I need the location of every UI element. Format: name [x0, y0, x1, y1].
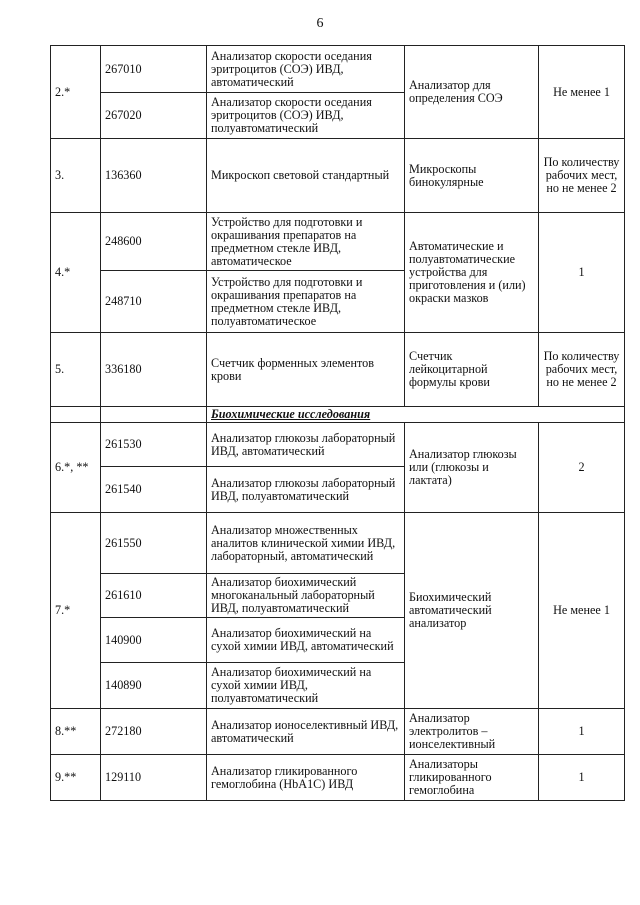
item-code: 136360	[101, 139, 207, 213]
row-number: 6.*, **	[51, 423, 101, 513]
quantity: 1	[539, 755, 625, 801]
equipment-table	[50, 45, 625, 801]
page-number: 6	[316, 16, 324, 31]
item-code: 129110	[101, 755, 207, 801]
item-name: Анализатор биохимический на сухой химии ИВД, автоматический	[207, 618, 405, 663]
quantity: 2	[539, 423, 625, 513]
item-code: 267010	[101, 46, 207, 93]
item-name: Счетчик форменных элементов крови	[207, 333, 405, 407]
row-number: 7.*	[51, 513, 101, 709]
table-row	[51, 213, 625, 271]
quantity: Не менее 1	[539, 513, 625, 709]
item-code: 261610	[101, 574, 207, 618]
item-name: Устройство для подготовки и окрашивания препаратов на предметном стекле ИВД, полуавтоматическое	[207, 271, 405, 333]
quantity: Не менее 1	[539, 46, 625, 139]
row-number: 8.**	[51, 709, 101, 755]
section-row	[51, 407, 625, 423]
row-number: 3.	[51, 139, 101, 213]
item-code: 261530	[101, 423, 207, 467]
item-code: 140900	[101, 618, 207, 663]
item-name: Анализатор глюкозы лабораторный ИВД, автоматический	[207, 423, 405, 467]
quantity: По количеству рабочих мест, но не менее 2	[539, 139, 625, 213]
equipment-type: Автоматические и полуавтоматические устройства для приготовления и (или) окраски мазков	[405, 213, 539, 333]
item-code: 267020	[101, 93, 207, 139]
item-name: Анализатор скорости оседания эритроцитов (СОЭ) ИВД, автоматический	[207, 46, 405, 93]
item-name: Анализатор биохимический многоканальный лабораторный ИВД, полуавтоматический	[207, 574, 405, 618]
row-number: 9.**	[51, 755, 101, 801]
item-name: Анализатор скорости оседания эритроцитов (СОЭ) ИВД, полуавтоматический	[207, 93, 405, 139]
section-title: Биохимические исследования	[207, 407, 625, 423]
row-number: 4.*	[51, 213, 101, 333]
equipment-type: Анализатор глюкозы или (глюкозы и лактата)	[405, 423, 539, 513]
item-code: 248710	[101, 271, 207, 333]
row-number: 5.	[51, 333, 101, 407]
table-row	[51, 709, 625, 755]
item-code: 336180	[101, 333, 207, 407]
quantity: 1	[539, 213, 625, 333]
equipment-type: Счетчик лейкоцитарной формулы крови	[405, 333, 539, 407]
item-code: 272180	[101, 709, 207, 755]
item-name: Анализатор множественных аналитов клинической химии ИВД, лабораторный, автоматический	[207, 513, 405, 574]
item-name: Устройство для подготовки и окрашивания препаратов на предметном стекле ИВД, автоматическое	[207, 213, 405, 271]
table-row	[51, 333, 625, 407]
table-row	[51, 139, 625, 213]
equipment-type: Анализатор для определения СОЭ	[405, 46, 539, 139]
item-name: Анализатор гликированного гемоглобина (HbA1C) ИВД	[207, 755, 405, 801]
item-code: 140890	[101, 663, 207, 709]
table-row	[51, 46, 625, 93]
table-row	[51, 423, 625, 467]
table-row	[51, 513, 625, 574]
row-number: 2.*	[51, 46, 101, 139]
item-code: 261550	[101, 513, 207, 574]
table-row	[51, 755, 625, 801]
quantity: По количеству рабочих мест, но не менее 2	[539, 333, 625, 407]
item-name: Анализатор биохимический на сухой химии ИВД, полуавтоматический	[207, 663, 405, 709]
equipment-type: Анализаторы гликированного гемоглобина	[405, 755, 539, 801]
equipment-type: Анализатор электролитов – ионселективный	[405, 709, 539, 755]
item-name: Микроскоп световой стандартный	[207, 139, 405, 213]
equipment-type: Микроскопы бинокулярные	[405, 139, 539, 213]
quantity: 1	[539, 709, 625, 755]
item-name: Анализатор ионоселективный ИВД, автоматический	[207, 709, 405, 755]
equipment-type: Биохимический автоматический анализатор	[405, 513, 539, 709]
item-code: 248600	[101, 213, 207, 271]
item-code: 261540	[101, 467, 207, 513]
item-name: Анализатор глюкозы лабораторный ИВД, полуавтоматический	[207, 467, 405, 513]
